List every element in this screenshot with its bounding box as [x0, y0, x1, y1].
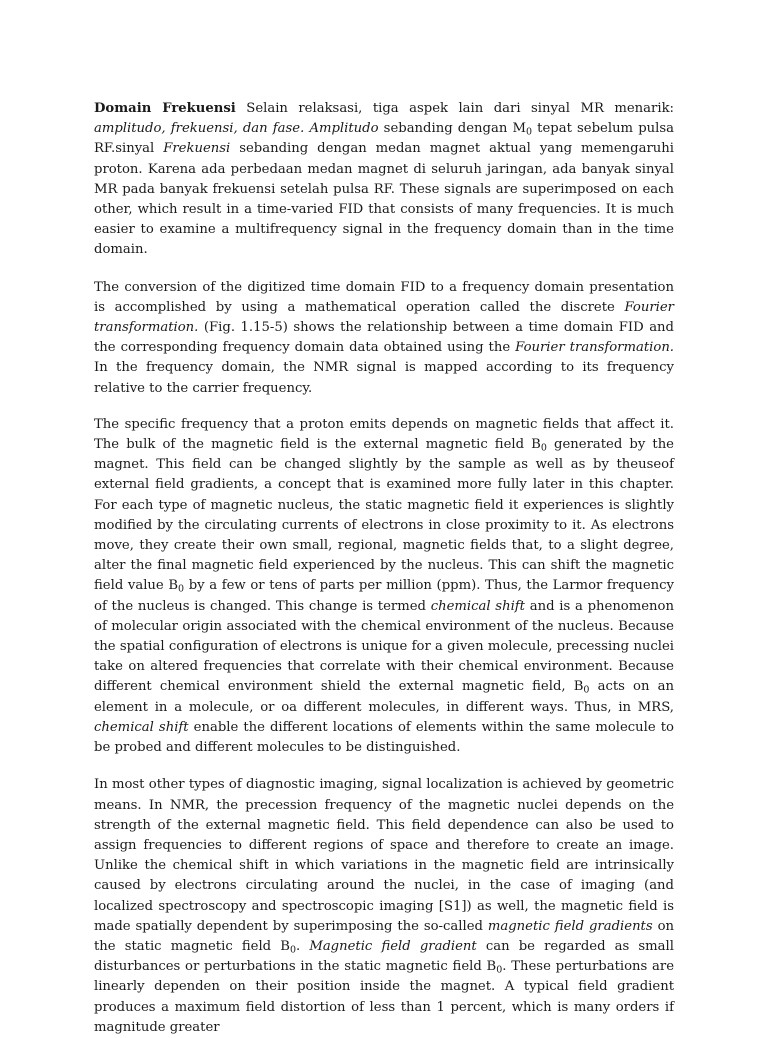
- paragraph-field-gradients: [94, 775, 674, 1038]
- text-run: by a few or tens of parts per million (ppm). Thus, the Larmor frequency of the nucleus is changed. This change is termed: [94, 578, 674, 614]
- emphasis-text: Fourier transformation.: [515, 340, 674, 356]
- text-run: sebanding dengan M: [378, 121, 526, 137]
- paragraph-fourier-conversion: [94, 278, 674, 399]
- text-run: tepat sebelum pulsa RF.sinyal: [94, 121, 674, 157]
- text-run: can be regarded as small disturbances or perturbations in the static magnetic field B: [94, 938, 674, 975]
- subscript: 0: [496, 964, 503, 976]
- text-run: enable the different locations of elements within the same molecule to be probed and different molecules to be distinguished.: [94, 719, 674, 756]
- text-run: on the static magnetic field B: [94, 918, 674, 954]
- emphasis-text: amplitudo, frekuensi, dan fase. Amplitudo: [94, 121, 379, 137]
- text-run: The conversion of the digitized time domain FID to a frequency domain presentation is accomplished by using a mathematical operation called the discrete: [94, 279, 674, 315]
- subscript: 0: [540, 442, 547, 454]
- emphasis-text: Magnetic field gradient: [309, 938, 477, 954]
- text-run: (Fig. 1.15-5) shows the relationship between a time domain FID and the corresponding frequency domain data obtained using the: [94, 320, 674, 356]
- emphasis-text: Fourier transformation.: [94, 299, 674, 336]
- subscript: 0: [289, 944, 296, 956]
- text-run: sebanding dengan medan magnet aktual yang memengaruhi proton. Karena ada perbedaan medan magnet di seluruh jaringan, ada banyak sinyal MR pada banyak frekuensi setelah pulsa RF. These signals are superimposed on each other, which result in a time-varied FID that consists of many frequencies. It is much easier to examine a multifrequency signal in the frequency domain than in the time domain.: [94, 141, 674, 258]
- document-body: [94, 99, 674, 1038]
- text-run: acts on an element in a molecule, or oa different molecules, in different ways. Thus, in MRS,: [94, 679, 674, 715]
- emphasis-text: Frekuensi: [163, 141, 231, 157]
- text-run: In the frequency domain, the NMR signal is mapped according to its frequency relative to the carrier frequency.: [94, 360, 674, 396]
- subscript: 0: [178, 584, 185, 596]
- text-run: . These perturbations are linearly dependen on their position inside the magnet. A typical field gradient produces a maximum field distortion of less than 1 percent, which is many orders if magnitude greater: [94, 959, 675, 1035]
- text-run: Selain relaksasi, tiga aspek lain dari sinyal MR menarik:: [235, 101, 674, 116]
- subscript: 0: [525, 126, 533, 138]
- text-run: In most other types of diagnostic imaging, signal localization is achieved by geometric means. In NMR, the precession frequency of the magnetic nuclei depends on the strength of the external magnetic field. This field dependence can also be used to assign frequencies to different regions of space and therefore to create an image. Unlike the chemical shift in which variations in the magnetic field are intrinsically caused by electrons circulating around the nuclei, in the case of imaging (and localized spectroscopy and spectroscopic imaging [S1]) as well, the magnetic field is made spatially dependent by superimposing the so-called: [94, 777, 674, 934]
- text-run: and is a phenomenon of molecular origin associated with the chemical environment of the nucleus. Because the spatial configuration of electrons is unique for a given molecule, precessing nuclei take on altered frequencies that correlate with their chemical environment. Because different chemical environment shield the external magnetic field, B: [94, 598, 674, 695]
- subscript: 0: [583, 685, 590, 697]
- paragraph-chemical-shift: [94, 415, 674, 758]
- emphasis-text: chemical shift: [94, 719, 189, 735]
- text-run: .: [295, 938, 310, 954]
- paragraph-domain-frekuensi: [94, 99, 674, 261]
- section-heading: Domain Frekuensi: [94, 101, 236, 116]
- emphasis-text: chemical shift: [430, 598, 525, 614]
- emphasis-text: magnetic field gradients: [487, 918, 653, 934]
- text-run: The specific frequency that a proton emits depends on magnetic fields that affect it. The bulk of the magnetic field is the external magnetic field B: [94, 416, 674, 453]
- text-run: generated by the magnet. This field can be changed slightly by the sample as well as by theuseof external field gradients, a concept that is examined more fully later in this chapter. For each type of magnetic nucleus, the static magnetic field it experiences is slightly modified by the circulating currents of electrons in close proximity to it. As electrons move, they create their own small, regional, magnetic fields that, to a slight degree, alter the final magnetic field experienced by the nucleus. This can shift the magnetic field value B: [94, 437, 674, 594]
